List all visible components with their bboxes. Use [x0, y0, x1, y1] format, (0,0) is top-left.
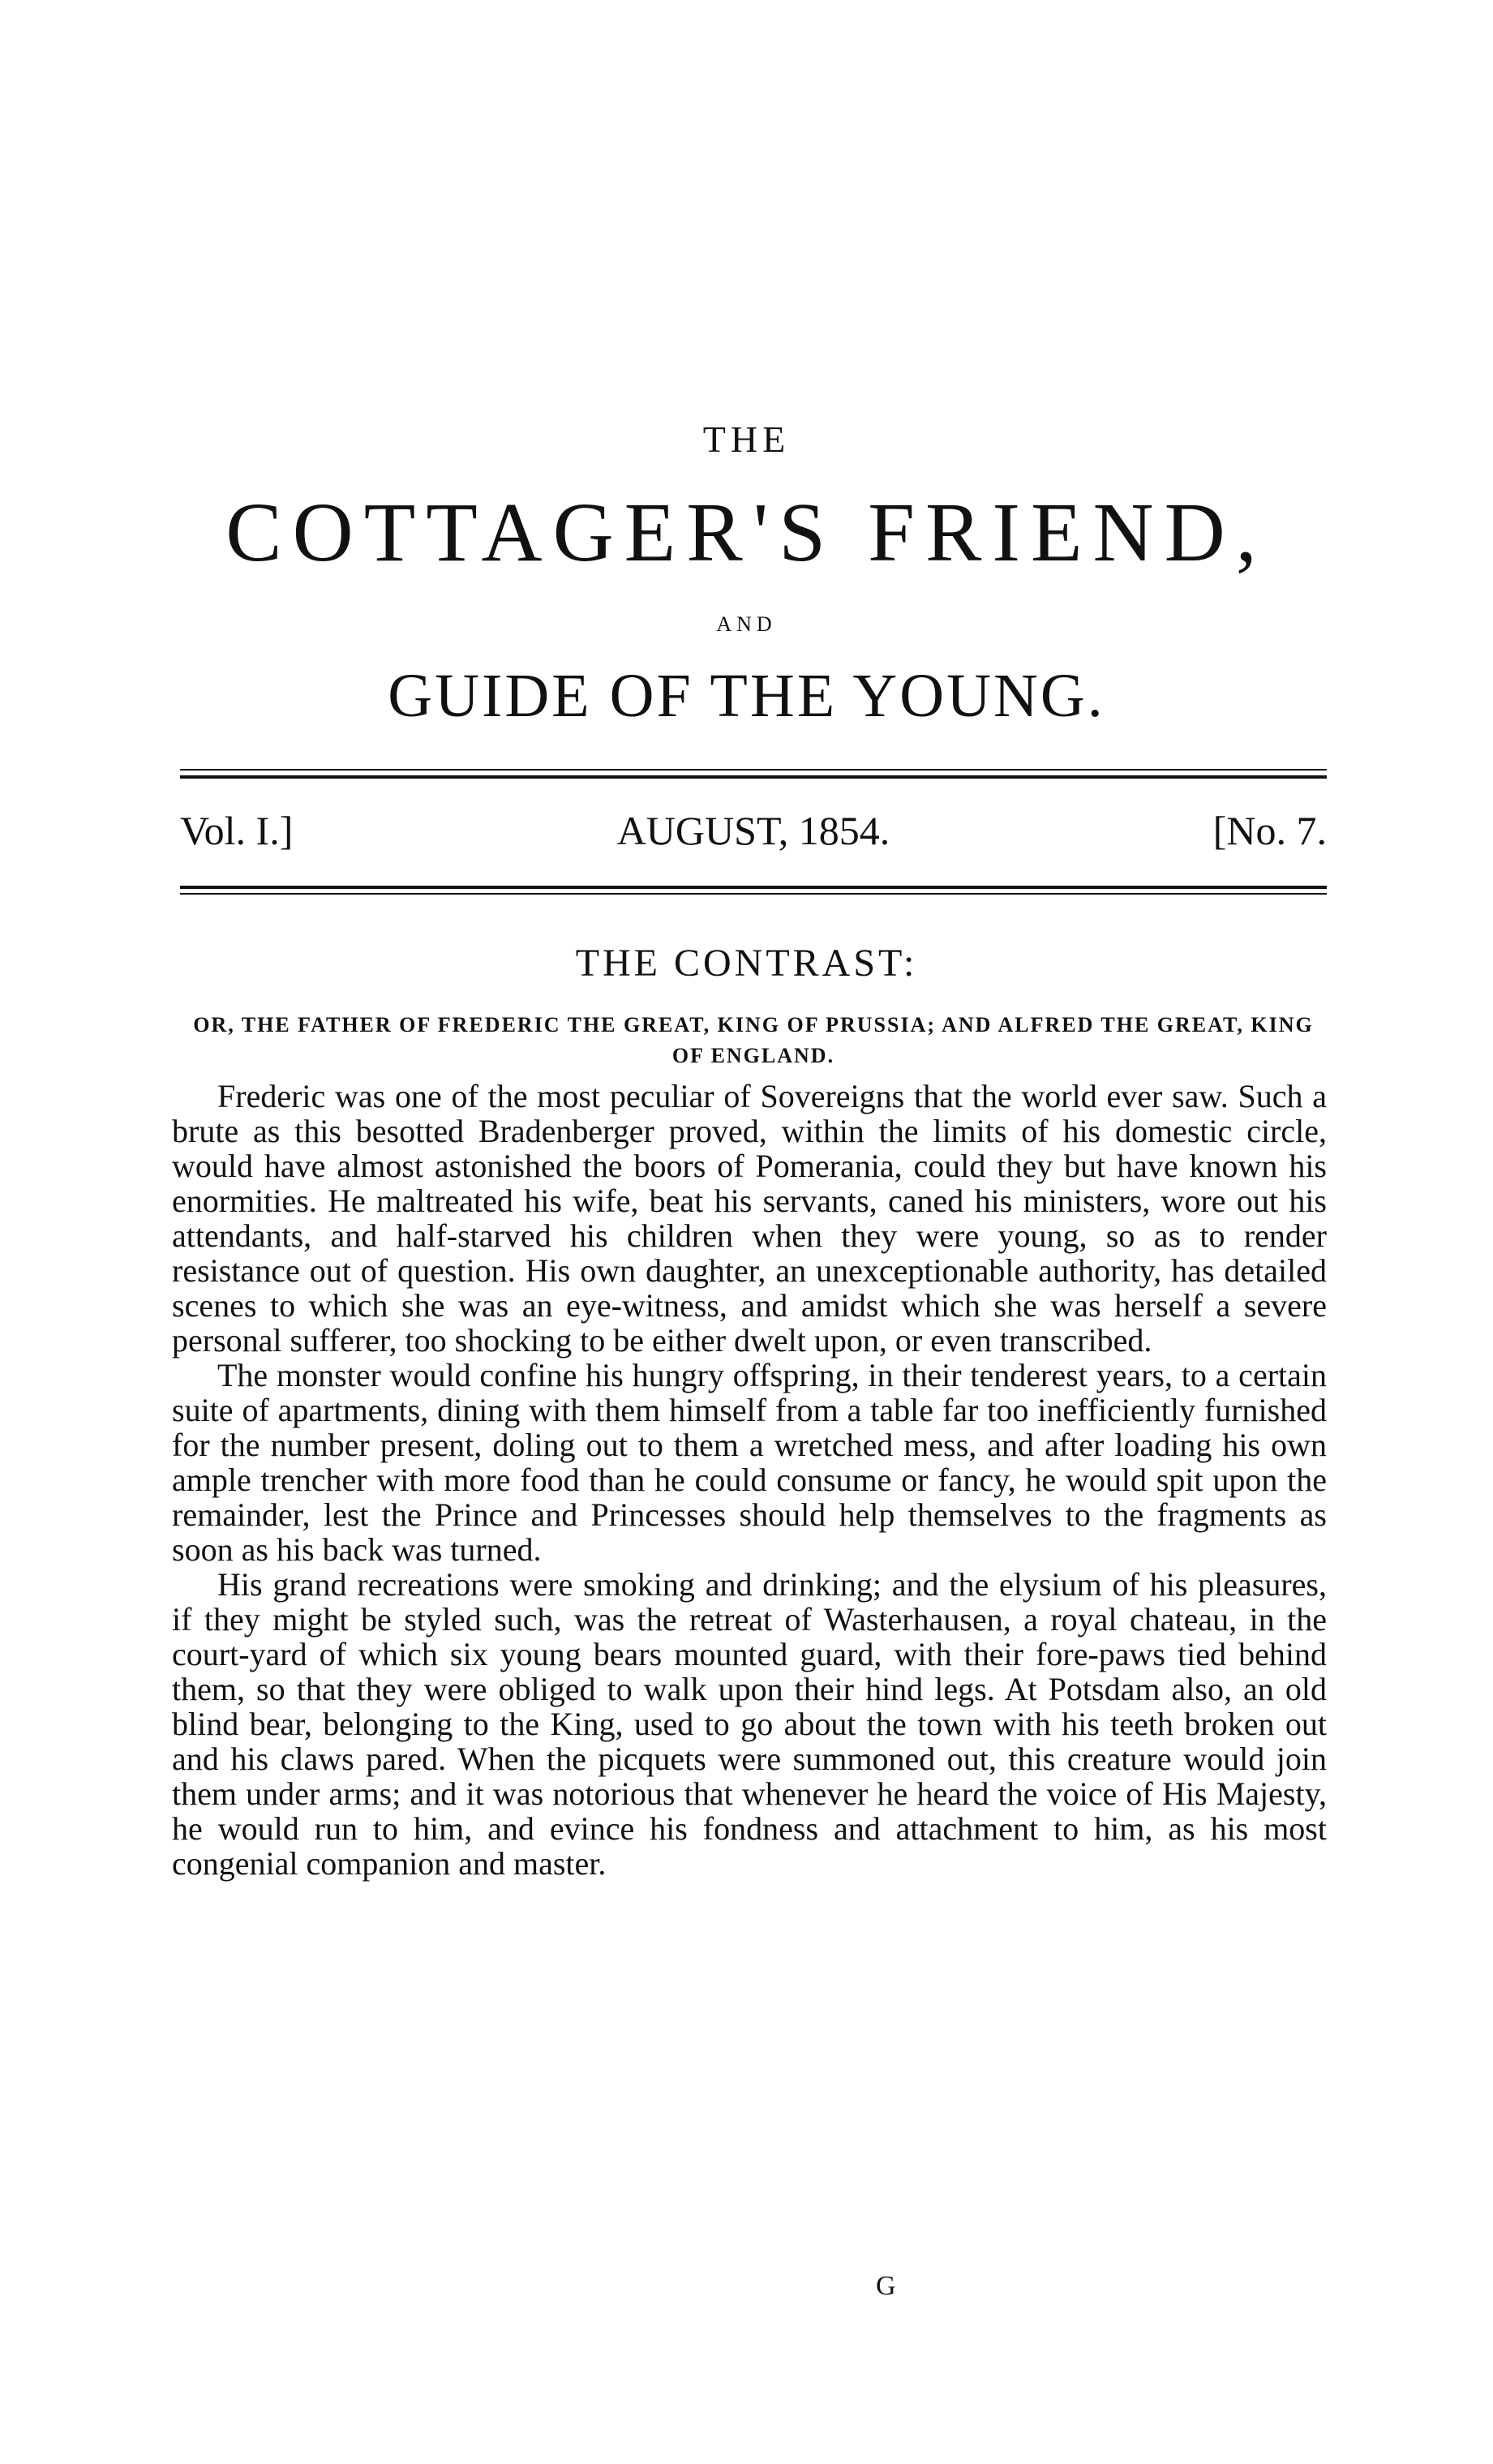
masthead-the: THE	[702, 419, 791, 460]
article-title: THE CONTRAST:	[575, 942, 918, 985]
publication-subtitle: GUIDE OF THE YOUNG.	[388, 662, 1105, 730]
paragraph: His grand recreations were smoking and drinking; and the elysium of his pleasures, if they might be styled such, was the retreat of Wasterhausen, a royal chateau, in the court-yard of which six young bears mounted guard, with their fore-paws tied behind them, so that they were obliged to walk upon their hind legs. At Potsdam also, an old blind bear, belonging to the King, used to go about the town with his teeth broken out and his claws pared. When the picquets were summoned out, this creature would join them under arms; and it was notorious that whenever he heard the voice of His Majesty, he would run to him, and evince his fondness and attachment to him, as his most congenial companion and master.	[172, 1566, 1327, 1882]
issue-date: AUGUST, 1854.	[616, 808, 890, 853]
top-rule-thin	[180, 769, 1327, 771]
article-body	[172, 1079, 1327, 1881]
issue-line	[180, 807, 1327, 856]
volume-number: Vol. I.]	[180, 808, 294, 853]
article-subtitle: OR, THE FATHER OF FREDERIC THE GREAT, KING OF PRUSSIA; AND ALFRED THE GREAT, KING OF ENGLAND.	[193, 1013, 1314, 1067]
masthead-and: AND	[716, 612, 777, 636]
signature-mark: G	[876, 2271, 896, 2301]
bottom-rule-thin	[180, 893, 1327, 895]
top-rule-thick	[180, 775, 1327, 779]
issue-number: [No. 7.	[1212, 808, 1327, 853]
bottom-rule-thick	[180, 886, 1327, 889]
paragraph: The monster would confine his hungry offspring, in their tenderest years, to a certain suite of apartments, dining with them himself from a table far too inefficiently furnished for the number present, doling out to them a wretched mess, and after loading his own ample trencher with more food than he could consume or fancy, he would spit upon the remainder, lest the Prince and Princesses should help themselves to the fragments as soon as his back was turned.	[172, 1357, 1327, 1568]
paragraph: Frederic was one of the most peculiar of Sovereigns that the world ever saw. Such a brute as this besotted Bradenberger proved, within the limits of his domestic circle, would have almost astonished the boors of Pomerania, could they but have known his enormities. He maltreated his wife, beat his servants, caned his ministers, wore out his attendants, and half-starved his children when they were young, so as to render resistance out of question. His own daughter, an unexceptionable authority, has detailed scenes to which she was an eye-witness, and amidst which she was herself a severe personal sufferer, too shocking to be either dwelt upon, or even transcribed.	[172, 1078, 1327, 1359]
publication-title: COTTAGER'S FRIEND,	[225, 486, 1268, 579]
